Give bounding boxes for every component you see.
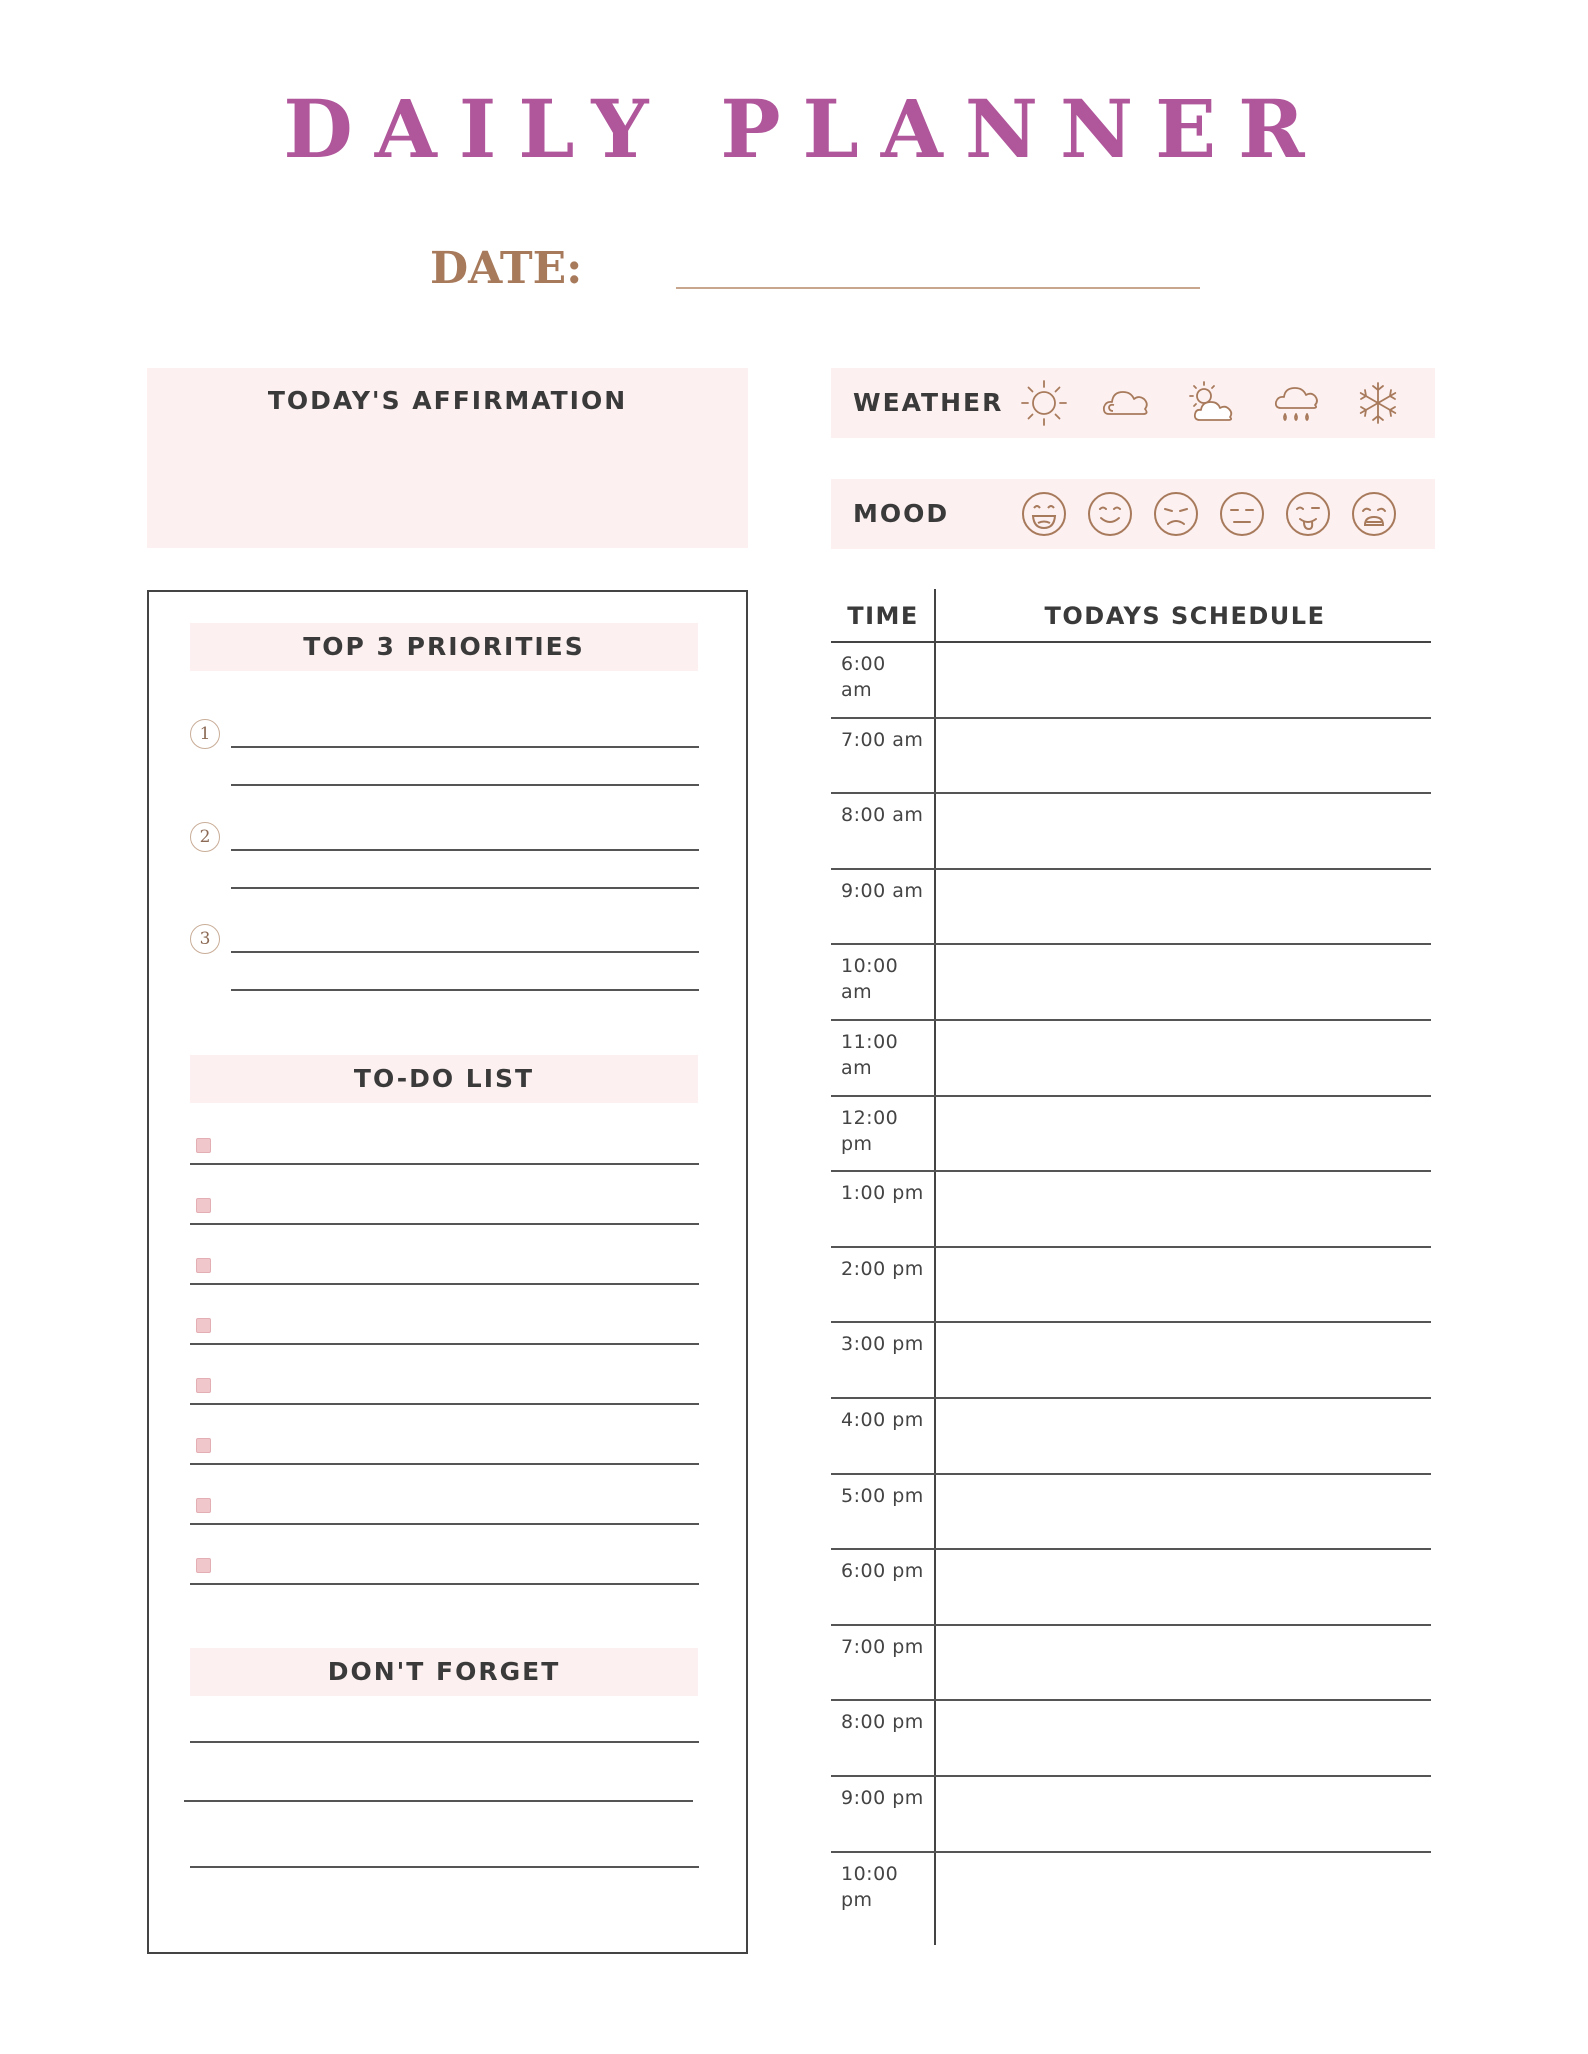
smiling-face-icon[interactable] bbox=[1085, 489, 1135, 539]
time-label-line: 9:00 pm bbox=[841, 1787, 924, 1809]
schedule-slot[interactable] bbox=[936, 1775, 1431, 1851]
priority-line[interactable] bbox=[231, 989, 699, 991]
time-label-line: 10:00 bbox=[841, 955, 899, 978]
schedule-slot[interactable] bbox=[936, 1095, 1431, 1171]
todo-checkbox[interactable] bbox=[196, 1258, 211, 1273]
priority-line[interactable] bbox=[231, 784, 699, 786]
time-label-line: 6:00 pm bbox=[841, 1560, 924, 1583]
schedule-slot[interactable] bbox=[936, 1397, 1431, 1473]
time-label-line: 4:00 pm bbox=[841, 1409, 924, 1431]
time-label-line: 11:00 am bbox=[841, 1031, 899, 1079]
time-label-line: am bbox=[841, 679, 873, 701]
schedule-slot[interactable] bbox=[936, 641, 1431, 717]
todo-checkbox[interactable] bbox=[196, 1198, 211, 1213]
priority-line[interactable] bbox=[231, 849, 699, 851]
date-label: DATE: bbox=[430, 243, 583, 294]
schedule-column-header: TODAYS SCHEDULE bbox=[1044, 602, 1326, 630]
priority-line[interactable] bbox=[231, 951, 699, 953]
todo-title: TO-DO LIST bbox=[190, 1055, 698, 1103]
schedule-slot[interactable] bbox=[936, 1473, 1431, 1549]
time-label-line: 9:00 am bbox=[841, 879, 924, 902]
time-label bbox=[841, 878, 933, 904]
time-label bbox=[841, 1029, 933, 1081]
schedule-slot[interactable] bbox=[936, 1019, 1431, 1095]
schedule-slot[interactable] bbox=[936, 1851, 1431, 1927]
priority-number-2: 2 bbox=[190, 822, 220, 852]
mood-label: MOOD bbox=[853, 499, 950, 528]
time-label bbox=[841, 1407, 933, 1433]
time-label-line: 1:00 pm bbox=[841, 1182, 924, 1205]
schedule-slot[interactable] bbox=[936, 1548, 1431, 1624]
priority-line[interactable] bbox=[231, 887, 699, 889]
cloud-icon[interactable] bbox=[1101, 378, 1151, 428]
winking-tongue-face-icon[interactable] bbox=[1283, 489, 1333, 539]
time-label-line: 12:00 pm bbox=[841, 1106, 899, 1155]
dont-forget-line[interactable] bbox=[190, 1866, 699, 1868]
time-label bbox=[841, 1483, 933, 1509]
sad-face-icon[interactable] bbox=[1151, 489, 1201, 539]
time-label bbox=[841, 1709, 933, 1735]
time-label bbox=[841, 1180, 933, 1206]
time-label-line: 7:00 pm bbox=[841, 1635, 924, 1658]
time-label bbox=[841, 651, 933, 703]
todo-checkbox[interactable] bbox=[196, 1498, 211, 1513]
weather-strip bbox=[831, 368, 1435, 438]
schedule-slot[interactable] bbox=[936, 1246, 1431, 1322]
todo-line[interactable] bbox=[190, 1463, 699, 1465]
time-label bbox=[841, 802, 933, 828]
mood-strip bbox=[831, 479, 1435, 549]
priority-number-1: 1 bbox=[190, 719, 220, 749]
time-label-line: pm bbox=[841, 1888, 873, 1911]
schedule-slot[interactable] bbox=[936, 1321, 1431, 1397]
todo-line[interactable] bbox=[190, 1403, 699, 1405]
schedule-slot[interactable] bbox=[936, 1624, 1431, 1700]
affirmation-box[interactable] bbox=[147, 368, 748, 548]
neutral-face-icon[interactable] bbox=[1217, 489, 1267, 539]
laughing-face-icon[interactable] bbox=[1019, 489, 1069, 539]
time-label bbox=[841, 1558, 933, 1584]
time-column-header: TIME bbox=[847, 602, 919, 630]
time-label bbox=[841, 1634, 933, 1660]
todo-line[interactable] bbox=[190, 1343, 699, 1345]
todo-checkbox[interactable] bbox=[196, 1558, 211, 1573]
priority-line[interactable] bbox=[231, 746, 699, 748]
todo-line[interactable] bbox=[190, 1283, 699, 1285]
weather-label: WEATHER bbox=[853, 388, 1004, 417]
time-label-line: am bbox=[841, 981, 873, 1004]
schedule-slot[interactable] bbox=[936, 1699, 1431, 1775]
time-label-line: 8:00 am bbox=[841, 804, 924, 827]
time-label bbox=[841, 727, 933, 753]
page-title: DAILY PLANNER bbox=[283, 82, 1327, 176]
time-label bbox=[841, 1331, 933, 1357]
todo-checkbox[interactable] bbox=[196, 1138, 211, 1153]
todo-line[interactable] bbox=[190, 1223, 699, 1225]
time-label-line: 8:00 pm bbox=[841, 1711, 924, 1734]
time-label-line: 10:00 bbox=[841, 1862, 899, 1885]
time-label-line: 2:00 pm bbox=[841, 1257, 924, 1280]
todo-checkbox[interactable] bbox=[196, 1438, 211, 1453]
todo-line[interactable] bbox=[190, 1163, 699, 1165]
affirmation-title: TODAY'S AFFIRMATION bbox=[267, 386, 628, 415]
time-label bbox=[841, 1105, 933, 1157]
dont-forget-line[interactable] bbox=[190, 1741, 699, 1743]
schedule-slot[interactable] bbox=[936, 1170, 1431, 1246]
dont-forget-title: DON'T FORGET bbox=[190, 1648, 698, 1696]
time-label-line: 7:00 am bbox=[841, 728, 924, 751]
todo-checkbox[interactable] bbox=[196, 1378, 211, 1393]
schedule-slot[interactable] bbox=[936, 792, 1431, 868]
time-label bbox=[841, 1256, 933, 1282]
snowflake-icon[interactable] bbox=[1353, 378, 1403, 428]
time-label bbox=[841, 953, 933, 1005]
date-input-line[interactable] bbox=[676, 287, 1200, 289]
rain-icon[interactable] bbox=[1271, 378, 1321, 428]
time-label-line: 3:00 pm bbox=[841, 1333, 924, 1356]
time-label bbox=[841, 1785, 933, 1811]
schedule-slot[interactable] bbox=[936, 717, 1431, 793]
dont-forget-line[interactable] bbox=[184, 1800, 693, 1802]
time-label-line: 5:00 pm bbox=[841, 1484, 924, 1507]
schedule-slot[interactable] bbox=[936, 943, 1431, 1019]
time-label bbox=[841, 1861, 933, 1913]
schedule-slot[interactable] bbox=[936, 868, 1431, 944]
partly-cloudy-icon[interactable] bbox=[1186, 378, 1236, 428]
left-panel bbox=[147, 590, 748, 1954]
todo-line[interactable] bbox=[190, 1523, 699, 1525]
crying-face-icon[interactable] bbox=[1349, 489, 1399, 539]
time-label-line: 6:00 bbox=[841, 653, 886, 675]
priorities-title: TOP 3 PRIORITIES bbox=[190, 623, 698, 671]
priority-number-3: 3 bbox=[190, 924, 220, 954]
todo-checkbox[interactable] bbox=[196, 1318, 211, 1333]
sun-icon[interactable] bbox=[1019, 378, 1069, 428]
todo-line[interactable] bbox=[190, 1583, 699, 1585]
